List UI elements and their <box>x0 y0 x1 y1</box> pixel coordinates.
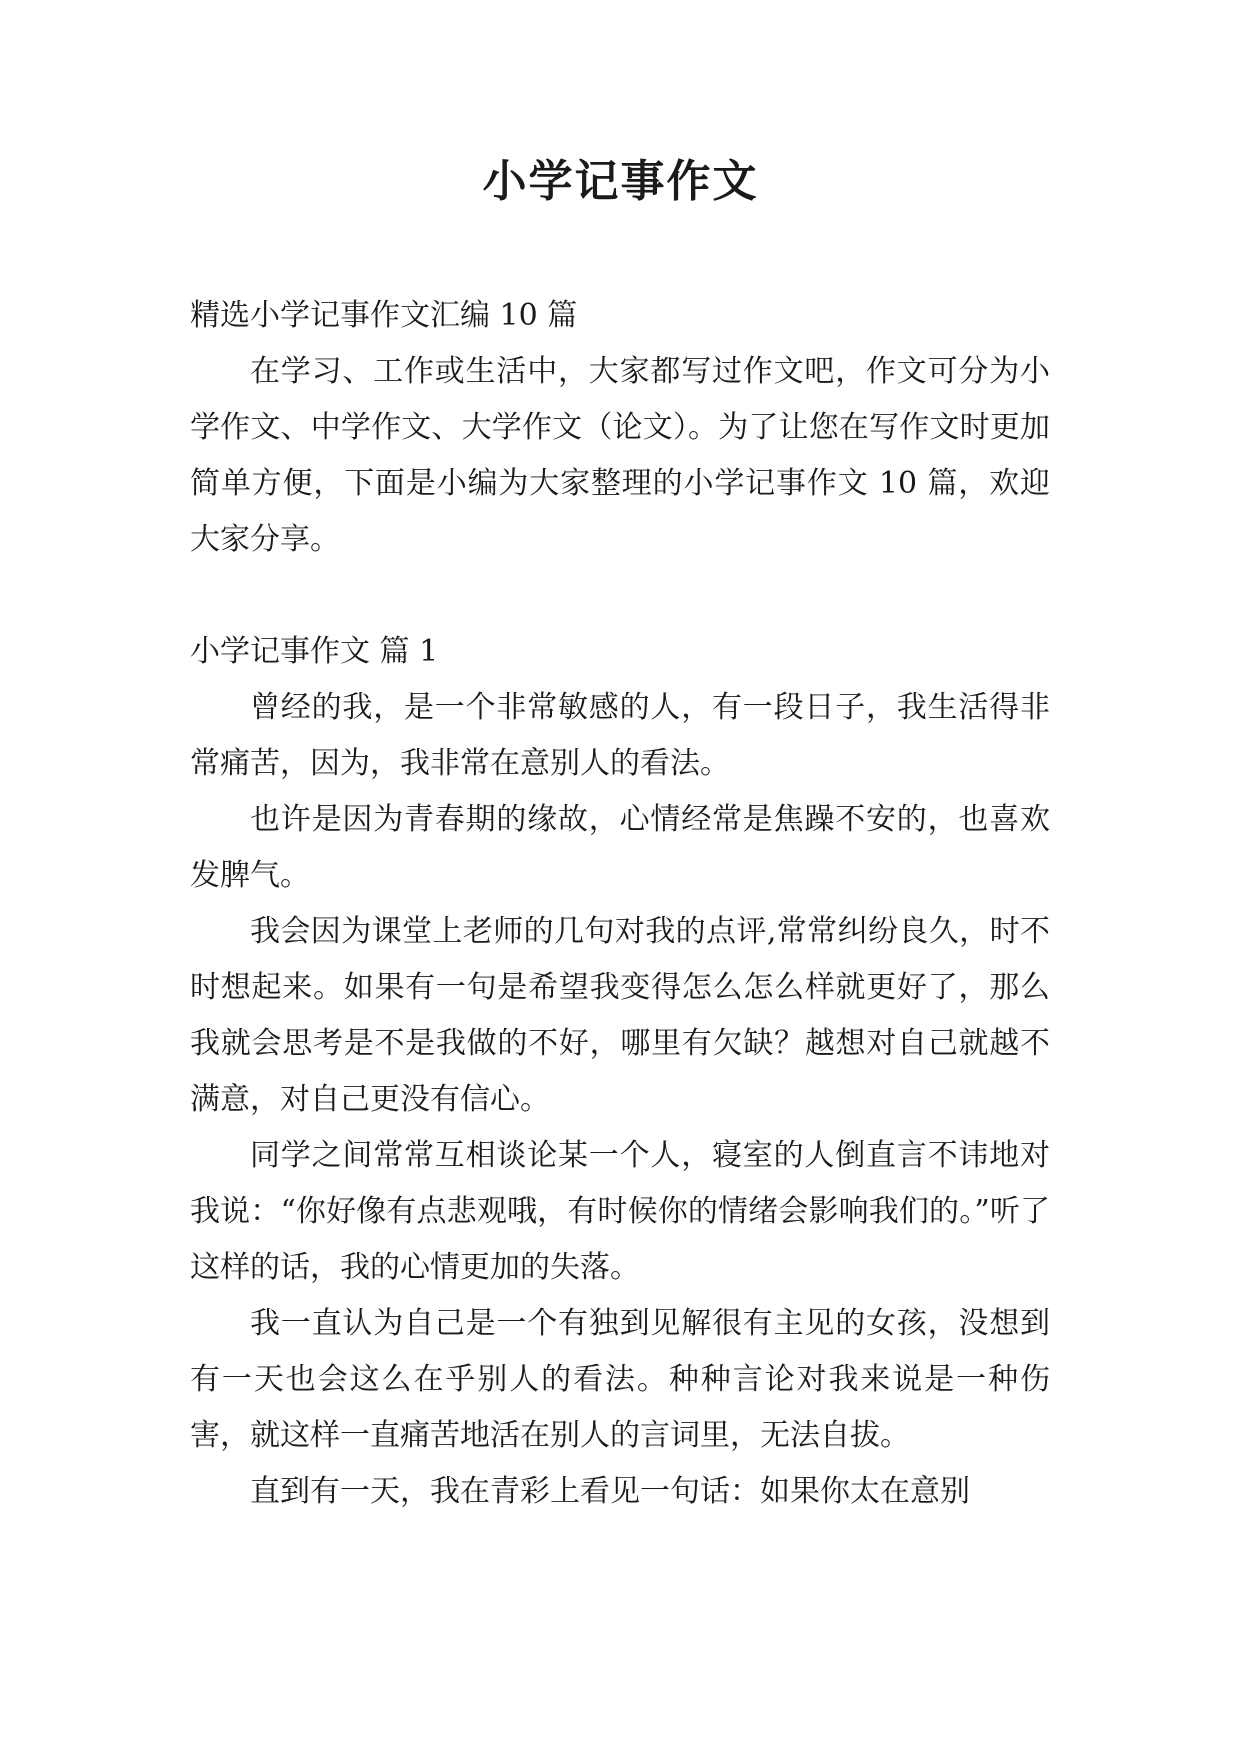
section-heading: 小学记事作文 篇 1 <box>190 634 439 669</box>
body-paragraph: 我一直认为自己是一个有独到见解很有主见的女孩，没想到有一天也会这么在乎别人的看法。种种言论对我来说是一种伤害，就这样一直痛苦地活在别人的言词里，无法自拔。 <box>190 1306 1050 1453</box>
body-paragraph: 也许是因为青春期的缘故，心情经常是焦躁不安的，也喜欢发脾气。 <box>190 802 1050 893</box>
body-paragraph: 直到有一天，我在青彩上看见一句话：如果你太在意别 <box>250 1474 970 1509</box>
page-title: 小学记事作文 <box>482 156 759 207</box>
intro-paragraph: 在学习、工作或生活中，大家都写过作文吧，作文可分为小学作文、中学作文、大学作文（论文）。为了让您在写作文时更加简单方便，下面是小编为大家整理的小学记事作文 10 篇，欢迎大家分享。 <box>190 354 1050 557</box>
document-subtitle: 精选小学记事作文汇编 10 篇 <box>190 298 578 333</box>
body-paragraph: 我会因为课堂上老师的几句对我的点评,常常纠纷良久，时不时想起来。如果有一句是希望我变得怎么怎么样就更好了，那么我就会思考是不是我做的不好，哪里有欠缺？越想对自己就越不满意，对自己更没有信心。 <box>190 914 1050 1117</box>
document-body <box>190 288 1050 1520</box>
body-paragraph: 曾经的我，是一个非常敏感的人，有一段日子，我生活得非常痛苦，因为，我非常在意别人的看法。 <box>190 690 1050 781</box>
body-paragraph: 同学之间常常互相谈论某一个人，寝室的人倒直言不讳地对我说：“你好像有点悲观哦，有时候你的情绪会影响我们的。”听了这样的话，我的心情更加的失落。 <box>190 1138 1050 1285</box>
